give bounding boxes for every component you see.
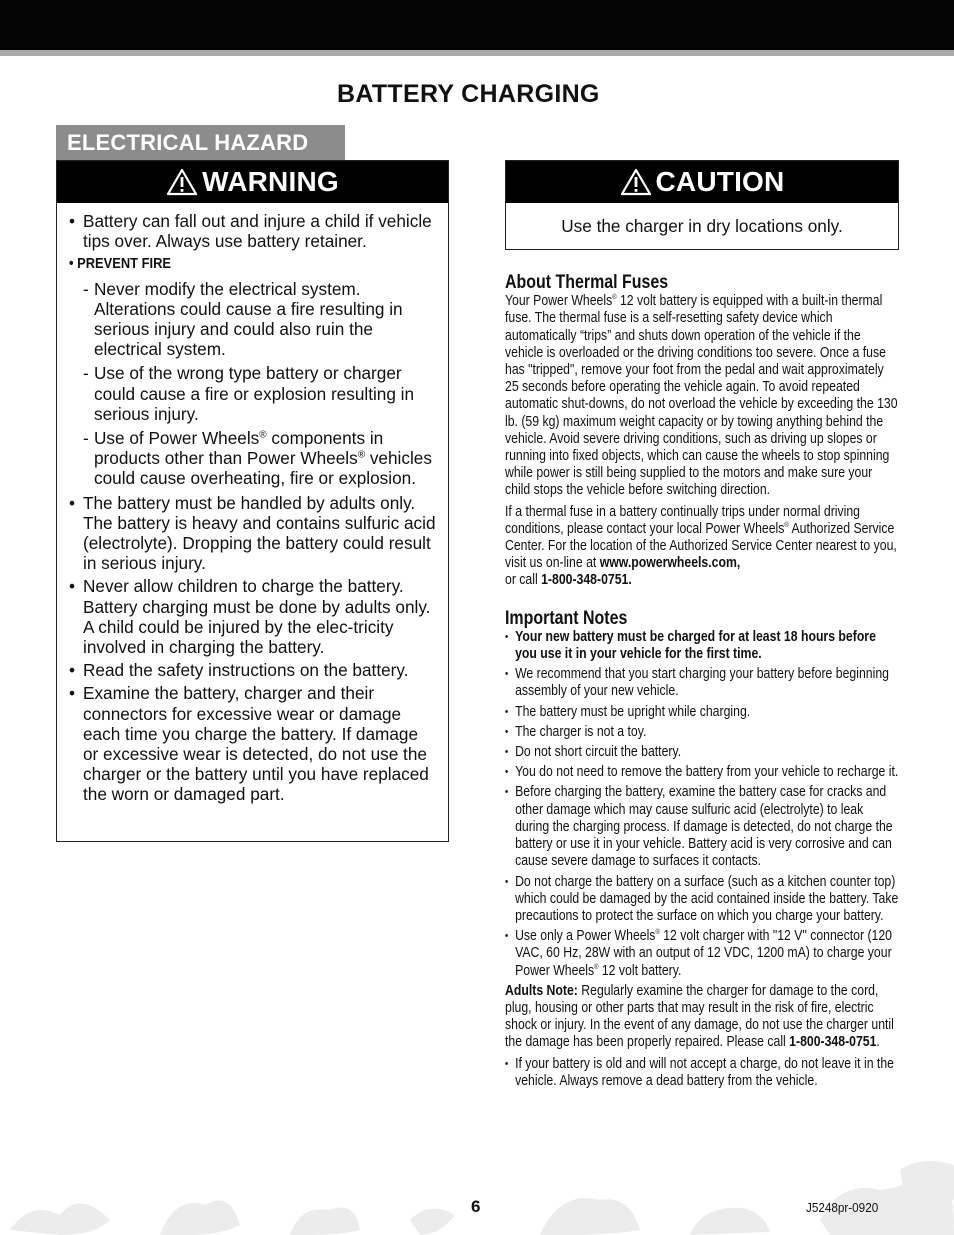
warning-item: • Read the safety instructions on the battery. xyxy=(69,660,438,680)
phone-number: 1-800-348-0751. xyxy=(541,572,632,589)
warning-subitem: - Never modify the electrical system. Alterations could cause a fire resulting in serious injury and could also ruin the electrical system. xyxy=(83,279,438,360)
prevent-fire-label: • PREVENT FIRE xyxy=(69,255,172,273)
thermal-paragraph: If a thermal fuse in a battery continually trips under normal driving conditions, please contact your local Power Wheels® Authorized Service Center. For the location of the Authorized Service Center nearest to you, visit us on-line at www.powerwheels.com, or call 1-800-348-0751. xyxy=(505,503,897,589)
electrical-hazard-tab: ELECTRICAL HAZARD xyxy=(56,125,345,160)
note-item: • Do not charge the battery on a surface (such as a kitchen counter top) which could be damaged by the acid contained inside the battery. Take precautions to protect the surface on which you charge your battery. xyxy=(505,874,900,926)
adults-note: Adults Note: Regularly examine the charger for damage to the cord, plug, housing or other parts that may result in the risk of fire, electric shock or injury. In the event of any damage, do not use the charger until the damage has been properly repaired. Please call 1-800-348-0751. xyxy=(505,982,894,1051)
website-link: www.powerwheels.com, xyxy=(599,555,741,572)
thermal-fuses-heading: About Thermal Fuses xyxy=(505,272,669,293)
page-number: 6 xyxy=(471,1197,481,1216)
note-item: • You do not need to remove the battery from your vehicle to recharge it. xyxy=(505,764,900,781)
warning-body xyxy=(57,203,448,805)
note-item: • Before charging the battery, examine the battery case for cracks and other damage which may cause sulfuric acid (electrolyte) to leak during the charging process. If damage is detected, do not charge the battery or use it in your vehicle. Battery acid is very corrosive and can cause severe damage to surfaces it contacts. xyxy=(505,784,900,870)
warning-subitem: - Use of the wrong type battery or charger could cause a fire or explosion resulting in serious injury. xyxy=(83,363,438,424)
note-item: • Your new battery must be charged for at least 18 hours before you use it in your vehicle for the first time. xyxy=(505,629,900,663)
note-item: • Do not short circuit the battery. xyxy=(505,744,900,761)
caution-box xyxy=(505,160,899,250)
caution-header xyxy=(506,161,898,203)
document-code: J5248pr-0920 xyxy=(806,1200,879,1215)
thermal-paragraph: Your Power Wheels® 12 volt battery is equipped with a built-in thermal fuse. The thermal fuse is a self-resetting safety device which automatically “trips” and shuts down operation of the vehicle if the vehicle is overloaded or the driving conditions too severe. Once a fuse has "tripped", remove your foot from the pedal and wait approximately 25 seconds before operating the vehicle again. To avoid repeated automatic shut-downs, do not overload the vehicle by exceeding the 130 lb. (59 kg) maximum weight capacity or by towing anything behind the vehicle. Avoid severe driving conditions, such as driving up slopes or running into fixed objects, which can cause the wheels to stop spinning while power is still being supplied to the motors and make sure your child stops the vehicle before switching direction. xyxy=(505,293,898,499)
warning-item: • Battery can fall out and injure a child if vehicle tips over. Always use battery retainer. xyxy=(69,211,438,251)
warning-item: • Examine the battery, charger and their connectors for excessive wear or damage each time you charge the battery. If damage or excessive wear is detected, do not use the charger or the battery until you have replaced the worn or damaged part. xyxy=(69,683,438,804)
important-notes-heading: Important Notes xyxy=(505,607,628,629)
caution-text: Use the charger in dry locations only. xyxy=(561,216,843,236)
warning-subitem: - Use of Power Wheels® components in products other than Power Wheels® vehicles could cause overheating, fire or explosion. xyxy=(83,428,438,489)
note-item: • The charger is not a toy. xyxy=(505,724,900,741)
warning-triangle-icon xyxy=(166,168,198,196)
right-column xyxy=(505,274,900,1093)
note-item: • Use only a Power Wheels® 12 volt charger with "12 V" connector (120 VAC, 60 Hz, 28W with an output of 12 VDC, 1200 mA) to charge your Power Wheels® 12 volt battery. xyxy=(505,928,900,980)
note-item: • The battery must be upright while charging. xyxy=(505,704,900,721)
note-item: • We recommend that you start charging your battery before beginning assembly of your new vehicle. xyxy=(505,666,900,700)
caution-triangle-icon xyxy=(620,168,652,196)
warning-heading: WARNING xyxy=(202,166,339,197)
page-title: BATTERY CHARGING xyxy=(337,80,600,108)
note-item: • If your battery is old and will not accept a charge, do not leave it in the vehicle. Always remove a dead battery from the vehicle. xyxy=(505,1056,900,1090)
warning-header xyxy=(57,161,448,203)
warning-box xyxy=(56,160,449,842)
top-black-bar xyxy=(0,0,954,50)
top-gray-stripe xyxy=(0,50,954,56)
caution-heading: CAUTION xyxy=(655,166,785,197)
warning-item: • Never allow children to charge the battery. Battery charging must be done by adults only. A child could be injured by the elec-tricity involved in charging the battery. xyxy=(69,576,438,657)
warning-item: • The battery must be handled by adults only. The battery is heavy and contains sulfuric acid (electrolyte). Dropping the battery could result in serious injury. xyxy=(69,493,438,574)
